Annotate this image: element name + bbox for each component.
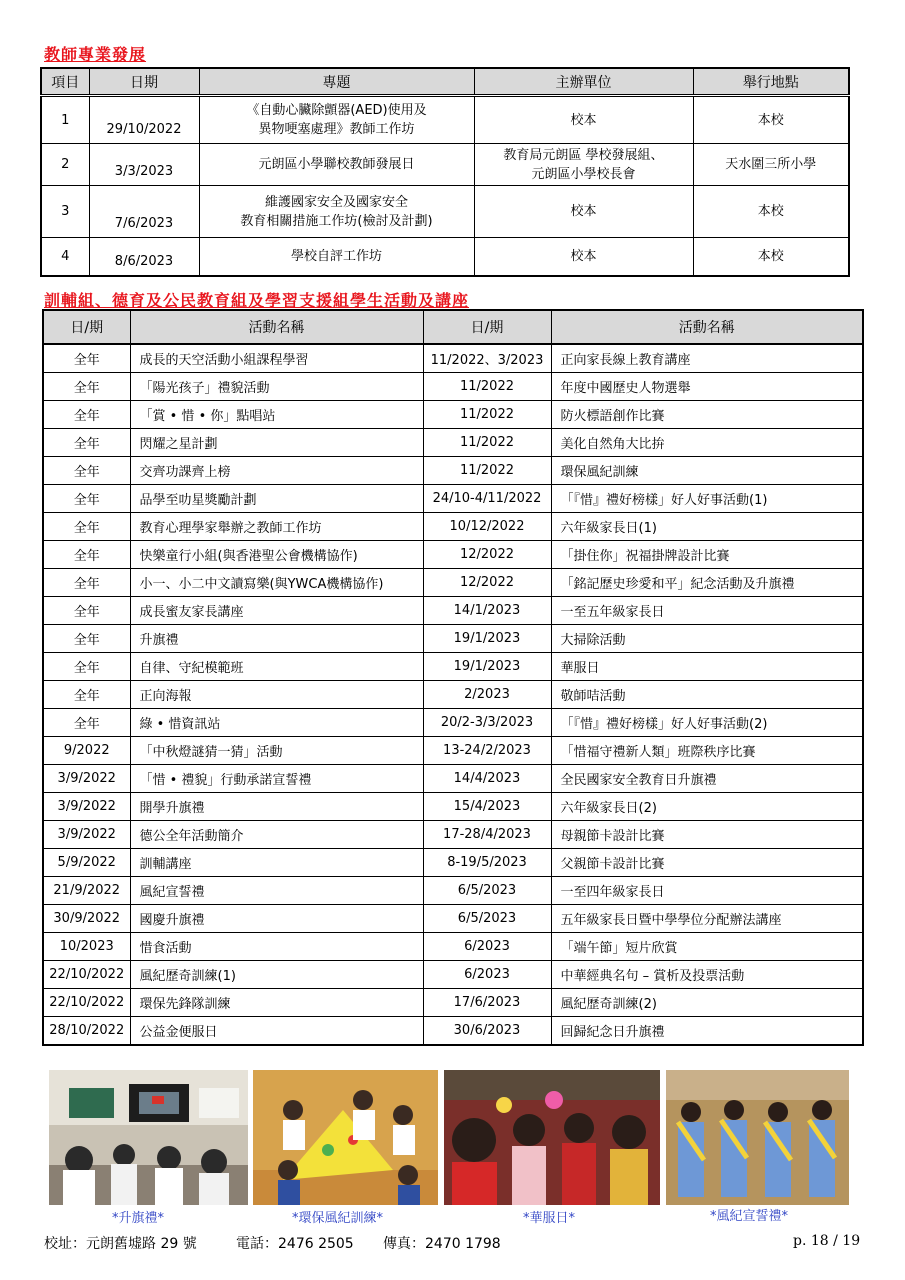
activity-name: 升旗禮	[130, 625, 423, 653]
activity-name: 成長蜜友家長講座	[130, 597, 423, 625]
table-row	[43, 457, 863, 485]
activity-date: 17/6/2023	[423, 989, 551, 1017]
activity-date: 全年	[43, 457, 130, 485]
col-header: 日/期	[43, 310, 130, 344]
activity-date: 全年	[43, 344, 130, 373]
item-topic	[199, 238, 474, 276]
topic-line: 維護國家安全及國家安全	[264, 194, 408, 210]
activity-date: 6/2023	[423, 933, 551, 961]
activity-name: 「惜福守禮新人類」班際秩序比賽	[551, 737, 863, 765]
activity-name: 德公全年活動簡介	[130, 821, 423, 849]
table-row	[43, 401, 863, 429]
activity-date: 全年	[43, 541, 130, 569]
activity-name: 公益金便服日	[130, 1017, 423, 1046]
col-header: 日期	[89, 68, 199, 96]
table-row	[41, 96, 849, 144]
activity-name: 敬師咭活動	[551, 681, 863, 709]
item-organizer	[474, 186, 693, 238]
col-header: 項目	[41, 68, 89, 96]
page-number: p. 18 / 19	[793, 1233, 861, 1249]
caption-flag-raising: *升旗禮*	[112, 1211, 165, 1226]
item-number: 1	[41, 96, 89, 144]
activity-date: 30/6/2023	[423, 1017, 551, 1046]
activity-name: 六年級家長日(2)	[551, 793, 863, 821]
school-fax: 傳真：2470 1798	[383, 1236, 501, 1252]
activity-name: 環保先鋒隊訓練	[130, 989, 423, 1017]
item-venue: 本校	[693, 96, 849, 144]
table-row	[43, 681, 863, 709]
table-row	[43, 513, 863, 541]
activity-name: 回歸紀念日升旗禮	[551, 1017, 863, 1046]
activity-date: 11/2022、3/2023	[423, 344, 551, 373]
activity-date: 全年	[43, 373, 130, 401]
activity-name: 惜食活動	[130, 933, 423, 961]
activity-name: 「『惜』禮好榜樣」好人好事活動(2)	[551, 709, 863, 737]
activity-date: 5/9/2022	[43, 849, 130, 877]
activity-date: 11/2022	[423, 429, 551, 457]
table-row	[43, 933, 863, 961]
school-address: 校址：元朗舊墟路 29 號	[44, 1236, 197, 1252]
table-row	[43, 989, 863, 1017]
activity-name: 快樂童行小組(與香港聖公會機構協作)	[130, 541, 423, 569]
table-row	[43, 485, 863, 513]
col-header: 活動名稱	[551, 310, 863, 344]
activity-date: 6/2023	[423, 961, 551, 989]
activity-name: 美化自然角大比拚	[551, 429, 863, 457]
school-phone: 電話：2476 2505	[236, 1236, 354, 1252]
activity-date: 11/2022	[423, 401, 551, 429]
activity-name: 防火標語創作比賽	[551, 401, 863, 429]
org-line: 教育局元朗區 學校發展組、	[503, 147, 664, 163]
activity-date: 19/1/2023	[423, 625, 551, 653]
item-organizer	[474, 144, 693, 186]
table-row	[43, 569, 863, 597]
caption-eco-training: *環保風紀訓練*	[292, 1211, 384, 1226]
activity-name: 「惜 • 禮貌」行動承諾宣誓禮	[130, 765, 423, 793]
activity-name: 風紀歷奇訓練(1)	[130, 961, 423, 989]
table-row	[41, 238, 849, 276]
section1-title: 教師專業發展	[44, 45, 147, 64]
teacher-development-table	[40, 67, 850, 277]
activity-date: 11/2022	[423, 373, 551, 401]
activity-name: 自律、守紀模範班	[130, 653, 423, 681]
table-row	[43, 597, 863, 625]
table-header-row	[41, 68, 849, 96]
activity-name: 一至五年級家長日	[551, 597, 863, 625]
item-number: 2	[41, 144, 89, 186]
activity-date: 8-19/5/2023	[423, 849, 551, 877]
activity-name: 大掃除活動	[551, 625, 863, 653]
activity-date: 全年	[43, 597, 130, 625]
table-row	[43, 1017, 863, 1046]
item-date: 8/6/2023	[89, 238, 199, 276]
activity-date: 6/5/2023	[423, 877, 551, 905]
table-row	[43, 737, 863, 765]
activity-date: 13-24/2/2023	[423, 737, 551, 765]
activity-name: 風紀宣誓禮	[130, 877, 423, 905]
activity-date: 19/1/2023	[423, 653, 551, 681]
activity-name: 母親節卡設計比賽	[551, 821, 863, 849]
table-row	[43, 429, 863, 457]
activity-name: 父親節卡設計比賽	[551, 849, 863, 877]
activity-date: 全年	[43, 401, 130, 429]
caption-costume-day: *華服日*	[523, 1211, 576, 1226]
activity-date: 28/10/2022	[43, 1017, 130, 1046]
table-row	[43, 821, 863, 849]
activity-date: 14/1/2023	[423, 597, 551, 625]
eco-prefect-training-photo	[253, 1070, 438, 1205]
activity-name: 成長的天空活動小組課程學習	[130, 344, 423, 373]
activity-name: 「中秋燈謎猜一猜」活動	[130, 737, 423, 765]
activity-name: 中華經典名句 – 賞析及投票活動	[551, 961, 863, 989]
activity-name: 一至四年級家長日	[551, 877, 863, 905]
table-row	[43, 905, 863, 933]
table-row	[43, 625, 863, 653]
activity-name: 「賞 • 惜 • 你」點唱站	[130, 401, 423, 429]
table-row	[43, 961, 863, 989]
topic-line: 異物哽塞處理》教師工作坊	[258, 122, 415, 137]
item-topic	[199, 186, 474, 238]
activity-name: 訓輔講座	[130, 849, 423, 877]
item-organizer	[474, 96, 693, 144]
caption-prefect-oath: *風紀宣誓禮*	[710, 1209, 789, 1224]
item-number: 4	[41, 238, 89, 276]
item-venue: 本校	[693, 186, 849, 238]
costume-day-photo	[444, 1070, 660, 1205]
activity-date: 9/2022	[43, 737, 130, 765]
table-row	[43, 344, 863, 373]
activity-date: 15/4/2023	[423, 793, 551, 821]
activity-date: 22/10/2022	[43, 961, 130, 989]
org-line: 校本	[570, 112, 597, 128]
item-topic	[199, 144, 474, 186]
activity-name: 「端午節」短片欣賞	[551, 933, 863, 961]
table-row	[43, 709, 863, 737]
activity-date: 14/4/2023	[423, 765, 551, 793]
activity-name: 正向家長線上教育講座	[551, 344, 863, 373]
student-activities-table	[42, 309, 864, 1046]
activity-date: 30/9/2022	[43, 905, 130, 933]
activity-date: 全年	[43, 429, 130, 457]
topic-line: 教育相關措施工作坊(檢討及計劃)	[240, 213, 433, 229]
table-header-row	[43, 310, 863, 344]
activity-date: 24/10-4/11/2022	[423, 485, 551, 513]
activity-name: 風紀歷奇訓練(2)	[551, 989, 863, 1017]
activity-name: 品學至叻星獎勵計劃	[130, 485, 423, 513]
table-row	[43, 373, 863, 401]
activity-date: 11/2022	[423, 457, 551, 485]
item-number: 3	[41, 186, 89, 238]
activity-name: 小一、小二中文讀寫樂(與YWCA機構協作)	[130, 569, 423, 597]
activity-name: 開學升旗禮	[130, 793, 423, 821]
activity-date: 20/2-3/3/2023	[423, 709, 551, 737]
activity-date: 全年	[43, 709, 130, 737]
activity-date: 22/10/2022	[43, 989, 130, 1017]
activity-date: 3/9/2022	[43, 821, 130, 849]
flag-raising-photo	[49, 1070, 248, 1205]
activity-date: 2/2023	[423, 681, 551, 709]
activity-name: 「『惜』禮好榜樣」好人好事活動(1)	[551, 485, 863, 513]
activity-name: 環保風紀訓練	[551, 457, 863, 485]
item-organizer	[474, 238, 693, 276]
activity-date: 10/2023	[43, 933, 130, 961]
activity-name: 正向海報	[130, 681, 423, 709]
activity-date: 12/2022	[423, 541, 551, 569]
item-venue: 天水圍三所小學	[693, 144, 849, 186]
activity-date: 10/12/2022	[423, 513, 551, 541]
activity-date: 17-28/4/2023	[423, 821, 551, 849]
activity-name: 國慶升旗禮	[130, 905, 423, 933]
org-line: 元朗區小學校長會	[531, 166, 636, 182]
item-topic	[199, 96, 474, 144]
topic-line: 《自動心臟除顫器(AED)使用及	[246, 103, 427, 118]
activity-date: 6/5/2023	[423, 905, 551, 933]
activity-date: 全年	[43, 681, 130, 709]
activity-name: 年度中國歷史人物選舉	[551, 373, 863, 401]
activity-name: 全民國家安全教育日升旗禮	[551, 765, 863, 793]
prefect-oath-photo	[666, 1070, 849, 1205]
table-row	[43, 793, 863, 821]
activity-date: 3/9/2022	[43, 793, 130, 821]
activity-name: 交齊功課齊上榜	[130, 457, 423, 485]
activity-date: 全年	[43, 625, 130, 653]
activity-name: 綠 • 惜資訊站	[130, 709, 423, 737]
activity-date: 全年	[43, 513, 130, 541]
org-line: 校本	[570, 248, 597, 264]
table-row	[43, 541, 863, 569]
activity-name: 「陽光孩子」禮貌活動	[130, 373, 423, 401]
activity-date: 3/9/2022	[43, 765, 130, 793]
col-header: 專題	[199, 68, 474, 96]
table-row	[43, 877, 863, 905]
table-row	[41, 144, 849, 186]
activities-body	[43, 344, 863, 1045]
section2-title: 訓輔組、德育及公民教育組及學習支援組學生活動及講座	[44, 291, 470, 310]
table-row	[41, 186, 849, 238]
org-line: 校本	[570, 204, 597, 219]
activity-name: 教育心理學家舉辦之教師工作坊	[130, 513, 423, 541]
item-venue: 本校	[693, 238, 849, 276]
activity-date: 全年	[43, 485, 130, 513]
activity-name: 「掛住你」祝福掛牌設計比賽	[551, 541, 863, 569]
activity-name: 閃耀之星計劃	[130, 429, 423, 457]
item-date: 7/6/2023	[89, 186, 199, 238]
col-header: 日/期	[423, 310, 551, 344]
topic-line: 元朗區小學聯校教師發展日	[258, 157, 415, 172]
activity-name: 六年級家長日(1)	[551, 513, 863, 541]
table-row	[43, 849, 863, 877]
topic-line: 學校自評工作坊	[290, 248, 382, 264]
table-row	[43, 653, 863, 681]
activity-date: 全年	[43, 653, 130, 681]
item-date: 29/10/2022	[89, 96, 199, 144]
activity-date: 21/9/2022	[43, 877, 130, 905]
activity-name: 華服日	[551, 653, 863, 681]
item-date: 3/3/2023	[89, 144, 199, 186]
activity-name: 五年級家長日暨中學學位分配辦法講座	[551, 905, 863, 933]
activity-name: 「銘記歷史珍愛和平」紀念活動及升旗禮	[551, 569, 863, 597]
col-header: 主辦單位	[474, 68, 693, 96]
col-header: 活動名稱	[130, 310, 423, 344]
table-row	[43, 765, 863, 793]
activity-date: 全年	[43, 569, 130, 597]
activity-date: 12/2022	[423, 569, 551, 597]
col-header: 舉行地點	[693, 68, 849, 96]
